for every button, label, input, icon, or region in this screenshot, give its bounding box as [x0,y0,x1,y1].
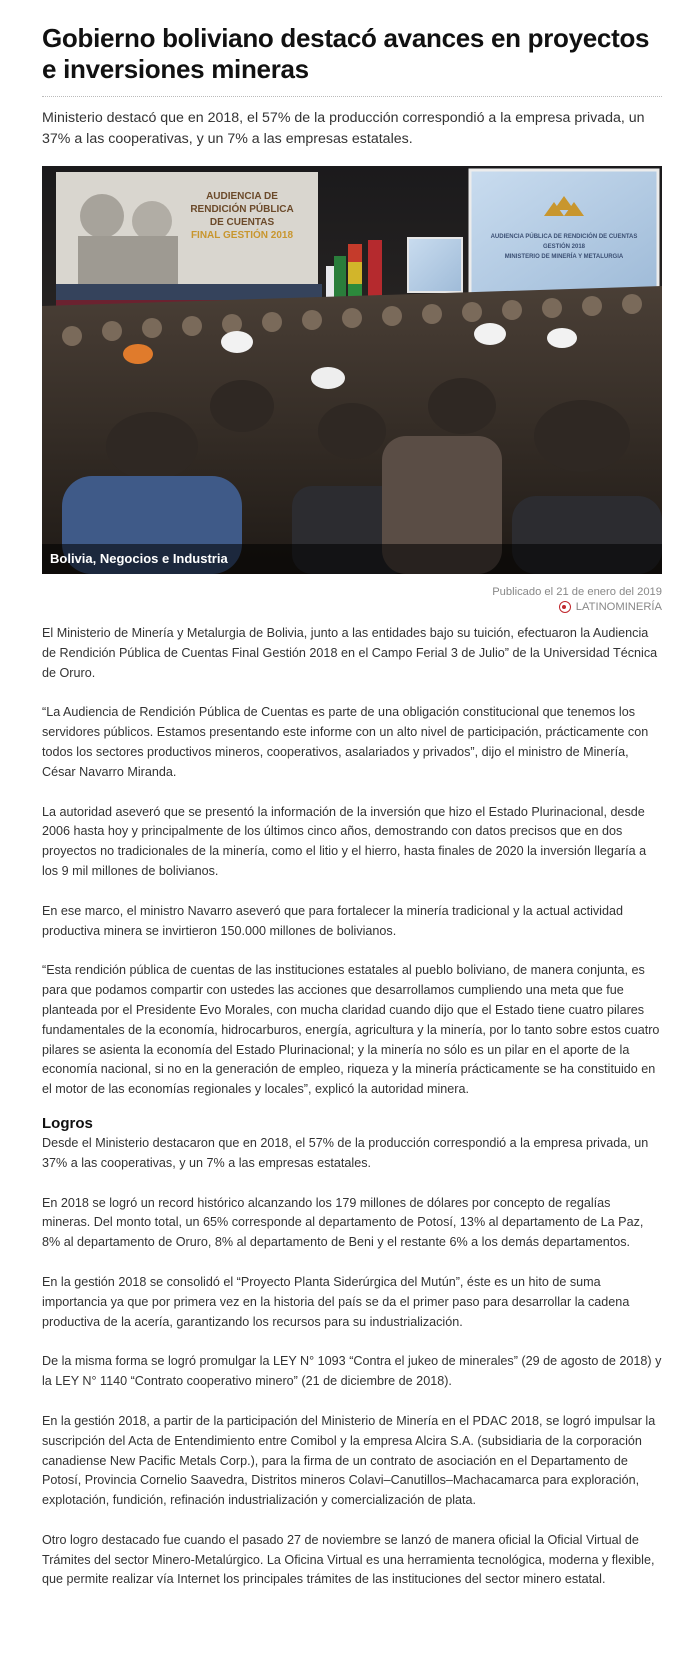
body-paragraph: Otro logro destacado fue cuando el pasado 27 de noviembre se lanzó de manera oficial la Oficial Virtual de Trámites del sector Minero-Metalúrgico. La Oficina Virtual es una herramienta tecnológica, moderna y flexible, que permite realizar vía Internet los principales trámites de las instituciones del sector minero estatal. [42,1532,655,1587]
body-paragraph: El Ministerio de Minería y Metalurgia de Bolivia, junto a las entidades bajo su tuición, efectuaron la Audiencia de Rendición Pública de Cuentas Final Gestión 2018 en el Campo Ferial 3 de Julio” de la Universidad Técnica de Oruro. [42,626,658,680]
banner-line-2: RENDICIÓN PÚBLICA [190,204,294,215]
article-title: Gobierno boliviano destacó avances en proyectos e inversiones mineras [42,23,650,84]
hero-photo-illustration [42,166,662,574]
section-heading-logros: Logros [42,1114,93,1132]
small-screen [408,238,462,292]
flag-oruro [368,240,382,304]
body-paragraph: Desde el Ministerio destacaron que en 2018, el 57% de la producción correspondió a la empresa privada, un 37% a las cooperativas, y un 7% a las empresas estatales. [42,1135,649,1170]
body-paragraph: En 2018 se logró un record histórico alcanzando los 179 millones de dólares por concepto de regalías mineras. Del monto total, un 65% corresponde al departamento de Potosí, 13% al departamento de La Paz, 8% al departamento de Oruro, 8% al departamento de Beni y el restante 6% a los demás departamentos. [42,1195,644,1250]
projection-screen [470,170,658,294]
body-paragraph: En la gestión 2018, a partir de la participación del Ministerio de Minería en el PDAC 2018, se logró impulsar la suscripción del Acta de Entendimiento entre Comibol y la empresa Alcira S.A. (subsidiaria de la corporación canadiense New Pacific Metals Corp.), para la firma de un contrato de asociación en el Departamento de Potosí, Provincia Cornelio Saavedra, Distritos mineros Colavi–Canutillos–Machacamarca para exploración, explotación, fundición, refinación industrialización y comercialización de plata. [42,1413,656,1508]
article [42,0,662,1590]
article-lead: Ministerio destacó que en 2018, el 57% de la producción correspondió a la empresa privada, un 37% a las cooperativas, y un 7% a las empresas estatales. [42,110,645,147]
body-paragraph: En ese marco, el ministro Navarro aseveró que para fortalecer la minería tradicional y la actual actividad productiva minera se invirtieron 150.000 millones de bolivianos. [42,903,623,938]
banner-line-4: FINAL GESTIÓN 2018 [190,230,294,241]
body-paragraph: La autoridad aseveró que se presentó la información de la inversión que hizo el Estado Plurinacional, desde 2006 hasta hoy y principalmente de los últimos cinco años, demostrando con datos precisos que en dos proyectos no tradicionales de la minería, como el litio y el hierro, hasta finales de 2020 la inversión llegaría a los 9 mil millones de bolivianos. [42,804,647,878]
hero-image [42,166,662,574]
target-icon [559,601,571,613]
banner-line-1: AUDIENCIA DE [206,191,278,202]
source-name[interactable]: LATINOMINERÍA [575,601,662,613]
screen-line-1: AUDIENCIA PÚBLICA DE RENDICIÓN DE CUENTAS [490,234,638,240]
publish-date: Publicado el 21 de enero del 2019 [492,586,662,598]
source-credit[interactable] [42,601,662,613]
article-body [42,624,662,1590]
image-caption: Bolivia, Negocios e Industria [42,544,662,574]
body-paragraph: “La Audiencia de Rendición Pública de Cuentas es parte de una obligación constitucional que tenemos los servidores públicos. Estamos presentando este informe con un alto nivel de participación, prácticamente con todos los sectores productivos mineros, cooperativos, asalariados y privados”, dijo el ministro de Minería, César Navarro Miranda. [42,705,649,779]
body-paragraph: En la gestión 2018 se consolidó el “Proyecto Planta Siderúrgica del Mutún”, éste es un hito de suma importancia ya que por primera vez en la historia del país se da el primer paso para desarrollar la cadena productiva de la acería, garantizando los recursos para su industrialización. [42,1274,630,1329]
banner-line-3: DE CUENTAS [209,217,275,228]
title-divider [42,96,662,97]
flag-wiphala [334,256,346,302]
body-paragraph: “Esta rendición pública de cuentas de las instituciones estatales al pueblo boliviano, de manera conjunta, es para que podamos compartir con ustedes las acciones que desarrollamos cumpliendo una meta que fue planteada por el Presidente Evo Morales, con mucha claridad cuando dijo que el Estado tiene cuatro pilares fundamentales de la economía, hidrocarburos, energía, agricultura y la minería, por lo tanto sobre estos cuatro pilares se asienta la economía del Estado Plurinacional; y la minería no sólo es un pilar en el aporte de la economía nacional, si no en la generación de empleo, riqueza y la minería prácticamente se ha constituido en el motor de las economías regionales y locales”, explicó la autoridad minera. [42,963,660,1097]
screen-line-2: GESTIÓN 2018 [542,244,586,250]
screen-line-3: MINISTERIO DE MINERÍA Y METALURGIA [504,254,624,260]
body-paragraph: De la misma forma se logró promulgar la LEY N° 1093 “Contra el jukeo de minerales” (29 de agosto de 2018) y la LEY N° 1140 “Contrato cooperativo minero” (21 de diciembre de 2018). [42,1354,662,1389]
